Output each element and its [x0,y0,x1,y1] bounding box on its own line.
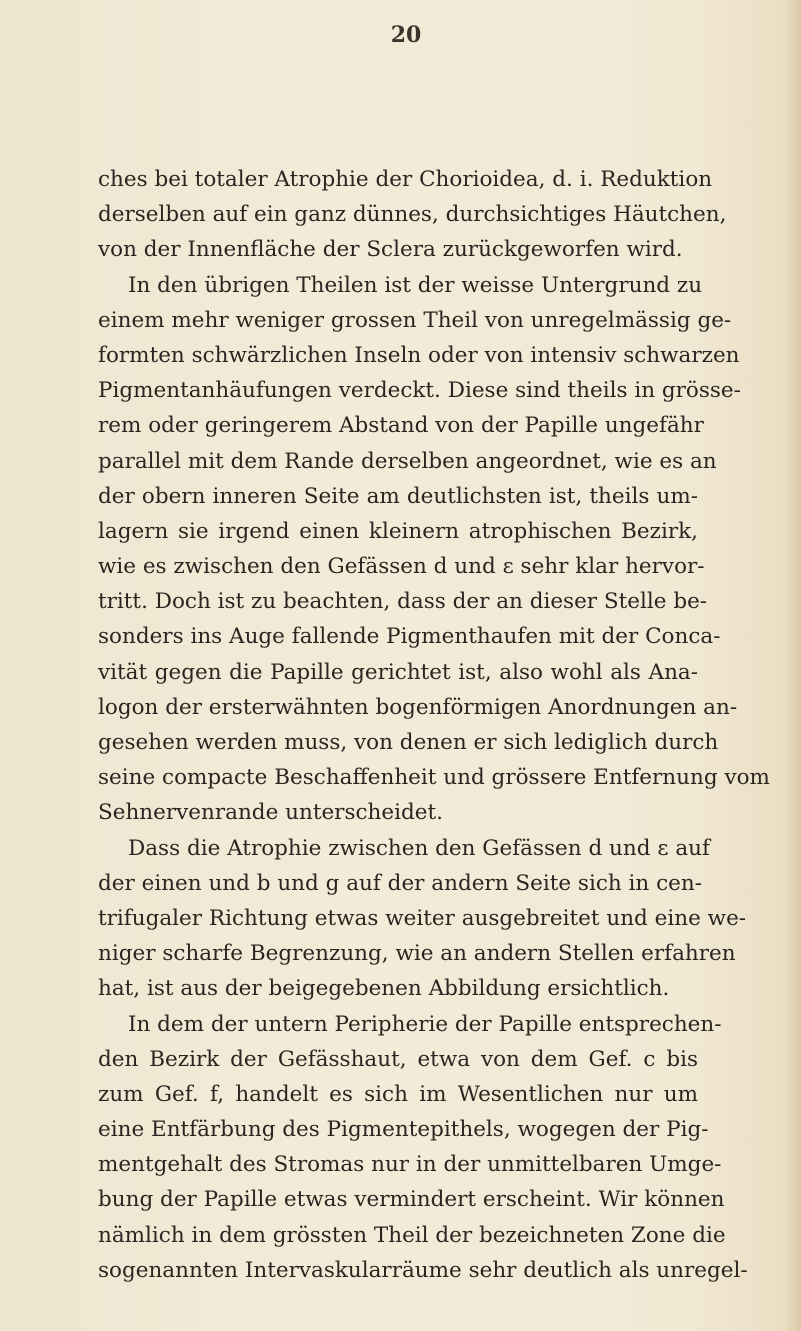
text-line: wie es zwischen den Gefässen d und ε sehr klar hervor- [98,554,705,580]
text-line: trifugaler Richtung etwas weiter ausgebreitet und eine we- [98,905,747,931]
text-line: Dass die Atrophie zwischen den Gefässen d und ε auf [128,835,710,861]
text-line: niger scharfe Begrenzung, wie an andern Stellen erfahren [98,941,736,967]
text-line: nämlich in dem grössten Theil der bezeichneten Zone die [98,1222,726,1248]
text-line: mentgehalt des Stromas nur in der unmittelbaren Umge- [98,1152,722,1178]
text-line: bung der Papille etwas vermindert erscheint. Wir können [98,1187,725,1213]
text-line: hat, ist aus der beigegebenen Abbildung ersichtlich. [98,976,670,1002]
text-line: Pigmentanhäufungen verdeckt. Diese sind theils in grösse- [98,378,741,404]
page-number: 20 [390,22,422,48]
text-line: logon der ersterwähnten bogenförmigen Anordnungen an- [98,694,738,720]
text-line: einem mehr weniger grossen Theil von unregelmässig ge- [98,307,732,333]
text-line: Sehnervenrande unterscheidet. [98,800,443,826]
text-line: tritt. Doch ist zu beachten, dass der an dieser Stelle be- [98,589,708,615]
text-line: sogenannten Intervaskularräume sehr deutlich als unregel- [98,1257,748,1283]
text-line: lagern sie irgend einen kleinern atrophischen Bezirk, [98,518,698,544]
text-line: seine compacte Beschaffenheit und grössere Entfernung vom [98,765,770,791]
text-line: parallel mit dem Rande derselben angeordnet, wie es an [98,448,717,474]
text-line: formten schwärzlichen Inseln oder von intensiv schwarzen [98,342,740,368]
body-text [98,162,770,1288]
text-line: sonders ins Auge fallende Pigmenthaufen mit der Conca- [98,624,721,650]
text-line: zum Gef. f, handelt es sich im Wesentlichen nur um [98,1081,698,1107]
text-line: von der Innenfläche der Sclera zurückgeworfen wird. [98,237,683,263]
text-line: eine Entfärbung des Pigmentepithels, wogegen der Pig- [98,1117,709,1143]
text-line: der einen und b und g auf der andern Seite sich in cen- [98,870,702,896]
text-line: rem oder geringerem Abstand von der Papille ungefähr [98,413,704,439]
text-line: gesehen werden muss, von denen er sich lediglich durch [98,730,719,755]
page-edge-shadow [783,0,801,1331]
text-line: vität gegen die Papille gerichtet ist, also wohl als Ana- [98,659,698,685]
text-line: In den übrigen Theilen ist der weisse Untergrund zu [128,272,703,298]
text-line: derselben auf ein ganz dünnes, durchsichtiges Häutchen, [98,202,727,228]
text-line: den Bezirk der Gefässhaut, etwa von dem Gef. c bis [98,1046,698,1072]
text-line: In dem der untern Peripherie der Papille entsprechen- [128,1011,722,1037]
text-line: der obern inneren Seite am deutlichsten ist, theils um- [98,483,698,509]
text-line: ches bei totaler Atrophie der Chorioidea, d. i. Reduktion [98,167,713,192]
